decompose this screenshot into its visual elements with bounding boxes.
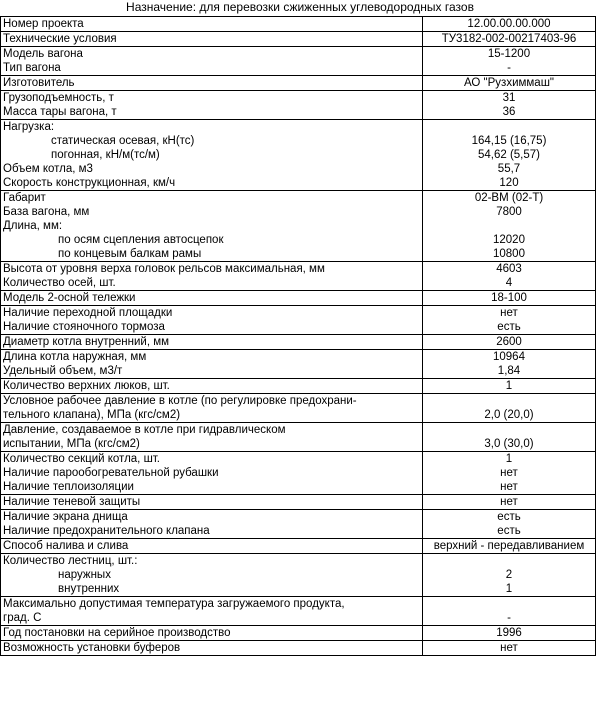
table-row [1, 120, 596, 191]
table-row [1, 554, 596, 597]
table-row [1, 47, 596, 76]
param-value: 4603 4 [423, 262, 596, 291]
param-value: 2,0 (20,0) [423, 394, 596, 423]
param-value: 3,0 (30,0) [423, 423, 596, 452]
table-row [1, 641, 596, 656]
param-label: Технические условия [1, 32, 423, 47]
param-value: 02-ВМ (02-Т) 7800 12020 10800 [423, 191, 596, 262]
param-label: Высота от уровня верха головок рельсов максимальная, мм Количество осей, шт. [1, 262, 423, 291]
param-value: есть есть [423, 510, 596, 539]
param-label: Модель 2-осной тележки [1, 291, 423, 306]
table-row [1, 510, 596, 539]
param-label: Наличие экрана днища Наличие предохранительного клапана [1, 510, 423, 539]
table-row [1, 91, 596, 120]
table-row [1, 597, 596, 626]
param-value: 15-1200 - [423, 47, 596, 76]
param-value: 164,15 (16,75) 54,62 (5,57) 55,7 120 [423, 120, 596, 191]
param-label: Давление, создаваемое в котле при гидравлическом испытании, МПа (кгс/см2) [1, 423, 423, 452]
table-row [1, 17, 596, 32]
document-title: Назначение: для перевозки сжиженных углеводородных газов [126, 0, 474, 14]
param-label: Максимально допустимая температура загружаемого продукта, град. С [1, 597, 423, 626]
param-value: нет [423, 495, 596, 510]
table-row [1, 394, 596, 423]
param-label: Количество верхних люков, шт. [1, 379, 423, 394]
param-value: ТУ3182-002-00217403-96 [423, 32, 596, 47]
table-row [1, 291, 596, 306]
param-label: Габарит База вагона, мм Длина, мм: по осям сцепления автосцепок по концевым балкам рамы [1, 191, 423, 262]
param-label: Диаметр котла внутренний, мм [1, 335, 423, 350]
param-label: Количество лестниц, шт.: наружных внутренних [1, 554, 423, 597]
table-row [1, 335, 596, 350]
param-label: Условное рабочее давление в котле (по регулировке предохрани- тельного клапана), МПа (кгс/см2) [1, 394, 423, 423]
param-label: Модель вагона Тип вагона [1, 47, 423, 76]
table-row [1, 626, 596, 641]
table-row [1, 379, 596, 394]
table-row [1, 350, 596, 379]
param-label: Изготовитель [1, 76, 423, 91]
param-label: Количество секций котла, шт. Наличие парообогревательной рубашки Наличие теплоизоляции [1, 452, 423, 495]
param-value: 12.00.00.00.000 [423, 17, 596, 32]
param-value: верхний - передавливанием [423, 539, 596, 554]
param-label: Наличие переходной площадки Наличие стояночного тормоза [1, 306, 423, 335]
param-label: Длина котла наружная, мм Удельный объем, м3/т [1, 350, 423, 379]
specifications-table [0, 16, 596, 656]
table-row [1, 191, 596, 262]
param-value: 31 36 [423, 91, 596, 120]
param-value: нет [423, 641, 596, 656]
param-value: АО "Рузхиммаш" [423, 76, 596, 91]
param-label: Способ налива и слива [1, 539, 423, 554]
param-value: 10964 1,84 [423, 350, 596, 379]
param-value: 2600 [423, 335, 596, 350]
table-row [1, 262, 596, 291]
param-value: 1 нет нет [423, 452, 596, 495]
param-label: Нагрузка: статическая осевая, кН(тс) погонная, кН/м(тс/м) Объем котла, м3 Скорость конструкционная, км/ч [1, 120, 423, 191]
param-value: - [423, 597, 596, 626]
param-value: 1996 [423, 626, 596, 641]
table-row [1, 452, 596, 495]
param-label: Год постановки на серийное производство [1, 626, 423, 641]
param-value: 2 1 [423, 554, 596, 597]
table-row [1, 32, 596, 47]
table-row [1, 539, 596, 554]
param-value: нет есть [423, 306, 596, 335]
param-value: 1 [423, 379, 596, 394]
table-row [1, 306, 596, 335]
param-value: 18-100 [423, 291, 596, 306]
param-label: Наличие теневой защиты [1, 495, 423, 510]
table-row [1, 495, 596, 510]
param-label: Грузоподъемность, т Масса тары вагона, т [1, 91, 423, 120]
table-row [1, 423, 596, 452]
param-label: Возможность установки буферов [1, 641, 423, 656]
param-label: Номер проекта [1, 17, 423, 32]
table-row [1, 76, 596, 91]
